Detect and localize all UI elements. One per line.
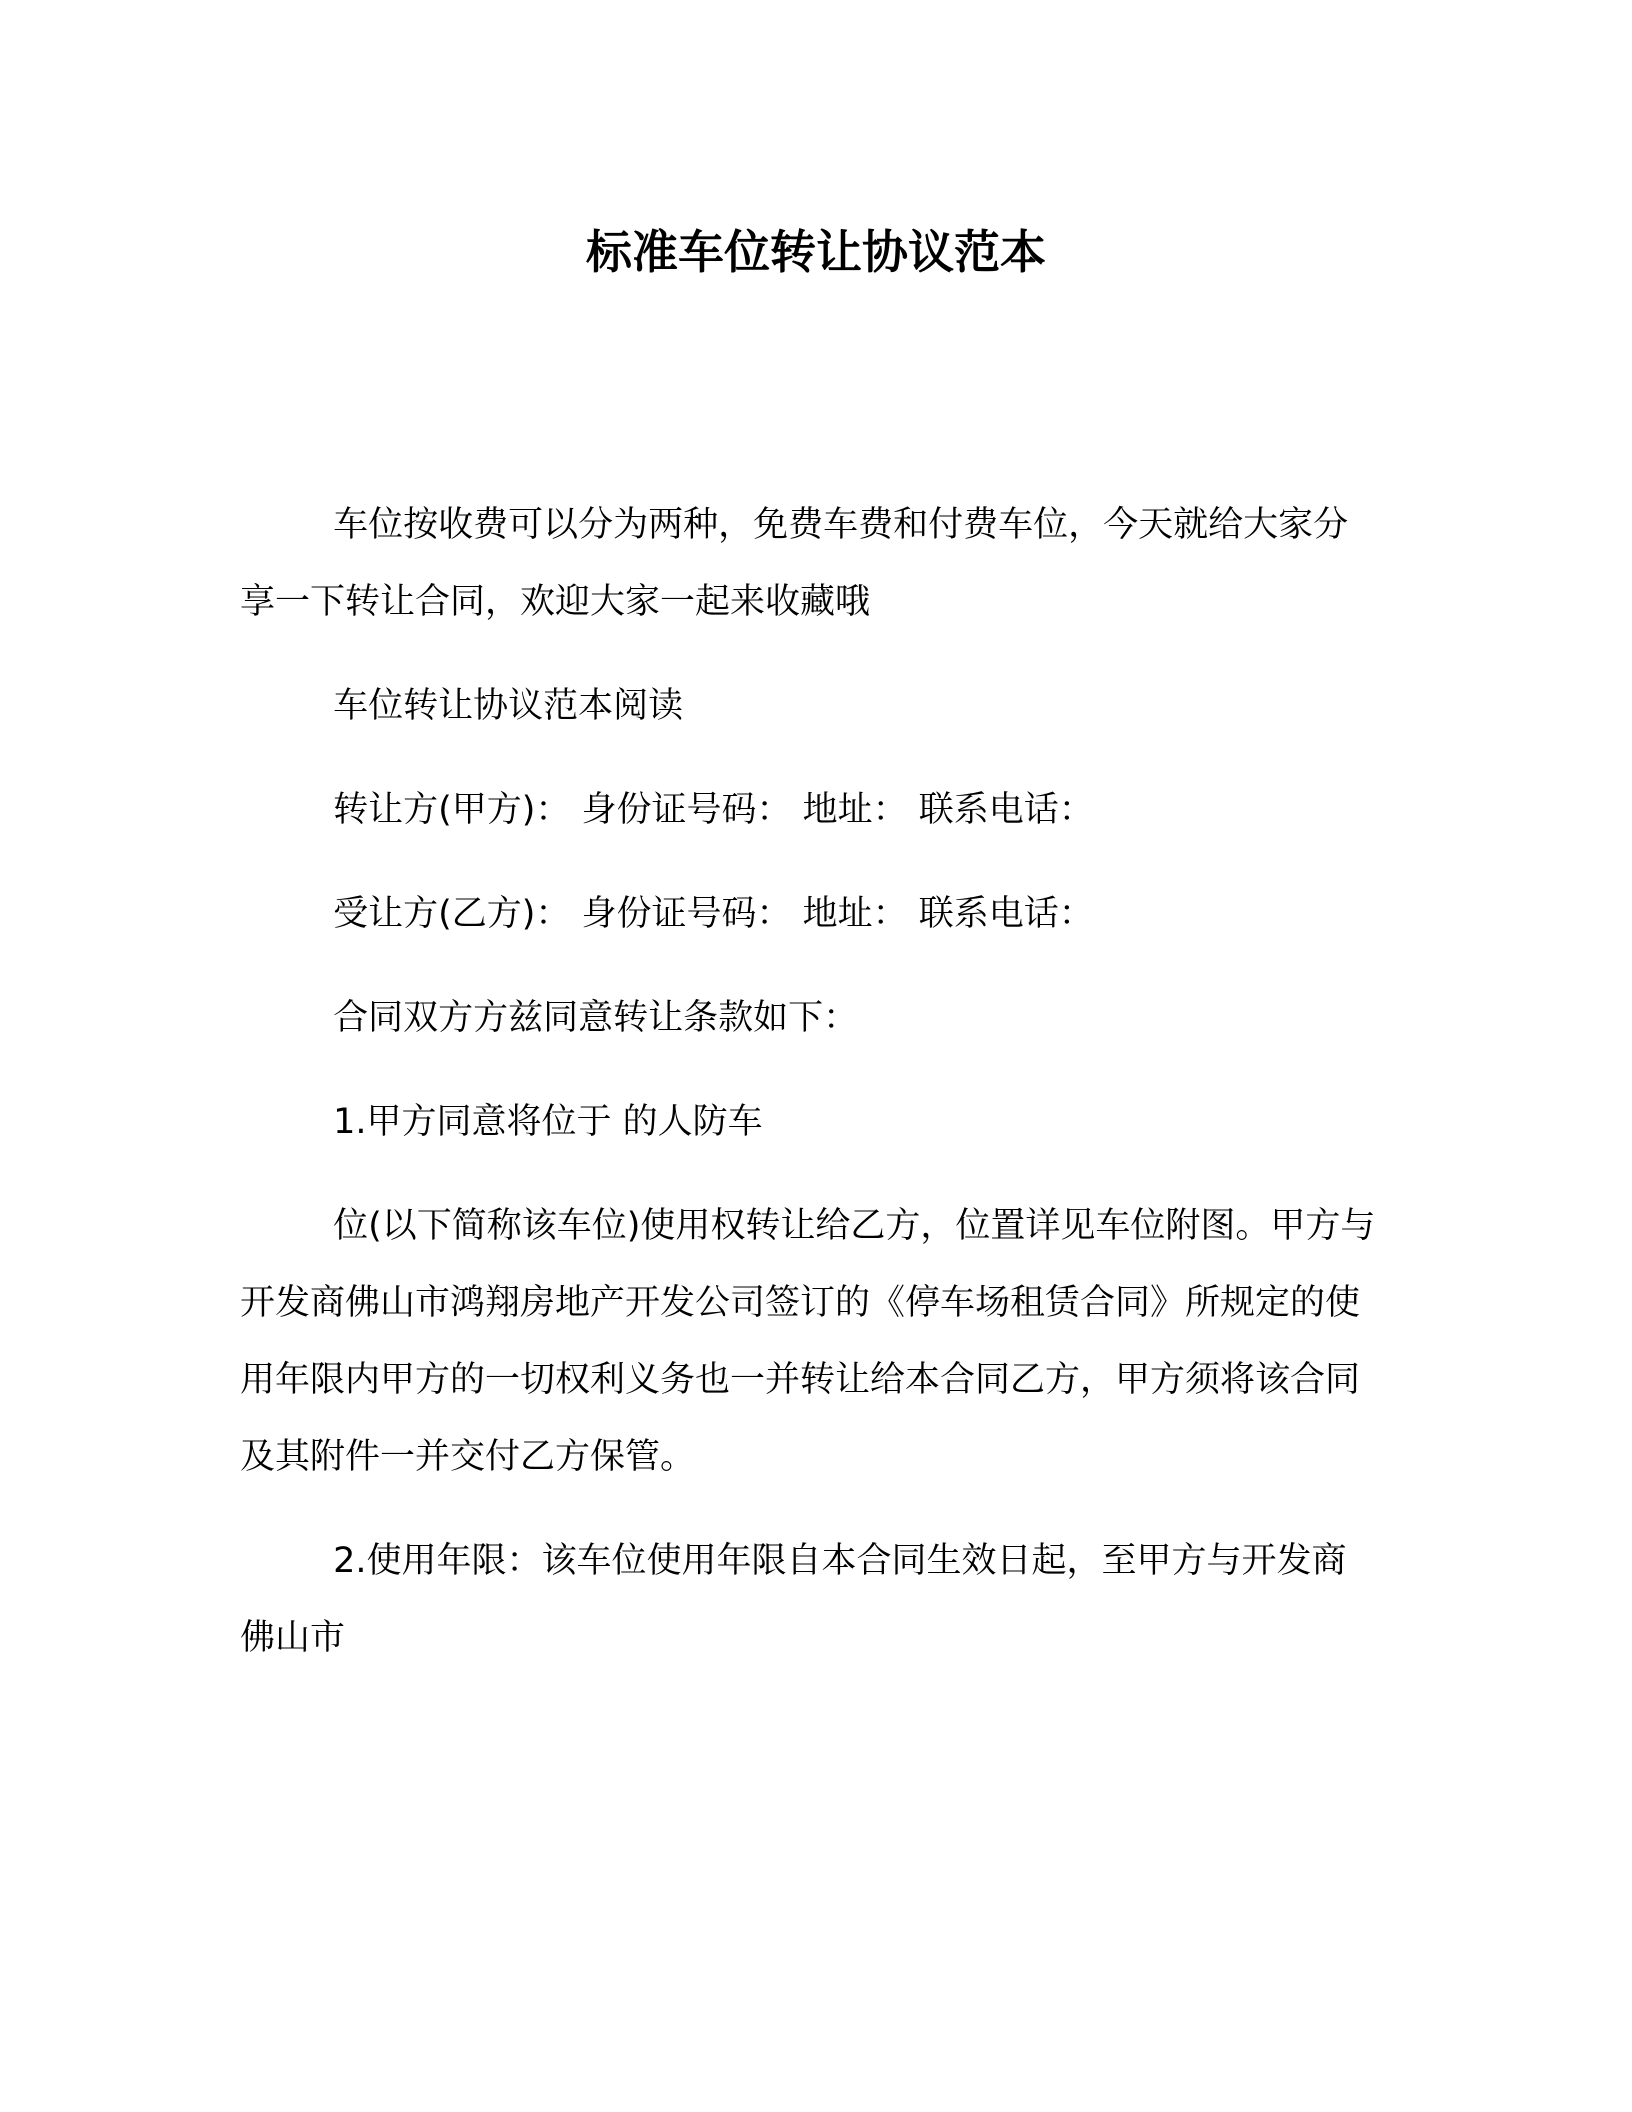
paragraph-agreement: 合同双方方兹同意转让条款如下：: [333, 998, 859, 1038]
document-title: 标准车位转让协议范本: [586, 225, 1046, 279]
paragraph-clause-1: 1.甲方同意将位于 的人防车: [333, 1102, 763, 1142]
paragraph-intro: 车位按收费可以分为两种，免费车费和付费车位，今天就给大家分享一下转让合同，欢迎大家一起来收藏哦: [240, 505, 1349, 622]
paragraph-heading: 车位转让协议范本阅读: [333, 686, 684, 726]
document-body: [240, 487, 1380, 1704]
paragraph-party-a: 转让方(甲方)： 身份证号码： 地址： 联系电话：: [333, 790, 1094, 830]
paragraph-clause-2: 2.使用年限：该车位使用年限自本合同生效日起，至甲方与开发商佛山市: [240, 1541, 1347, 1658]
paragraph-clause-1-detail: 位(以下简称该车位)使用权转让给乙方，位置详见车位附图。甲方与开发商佛山市鸿翔房地产开发公司签订的《停车场租赁合同》所规定的使用年限内甲方的一切权利义务也一并转让给本合同乙方，甲方须将该合同及其附件一并交付乙方保管。: [240, 1206, 1376, 1477]
paragraph-party-b: 受让方(乙方)： 身份证号码： 地址： 联系电话：: [333, 894, 1094, 934]
